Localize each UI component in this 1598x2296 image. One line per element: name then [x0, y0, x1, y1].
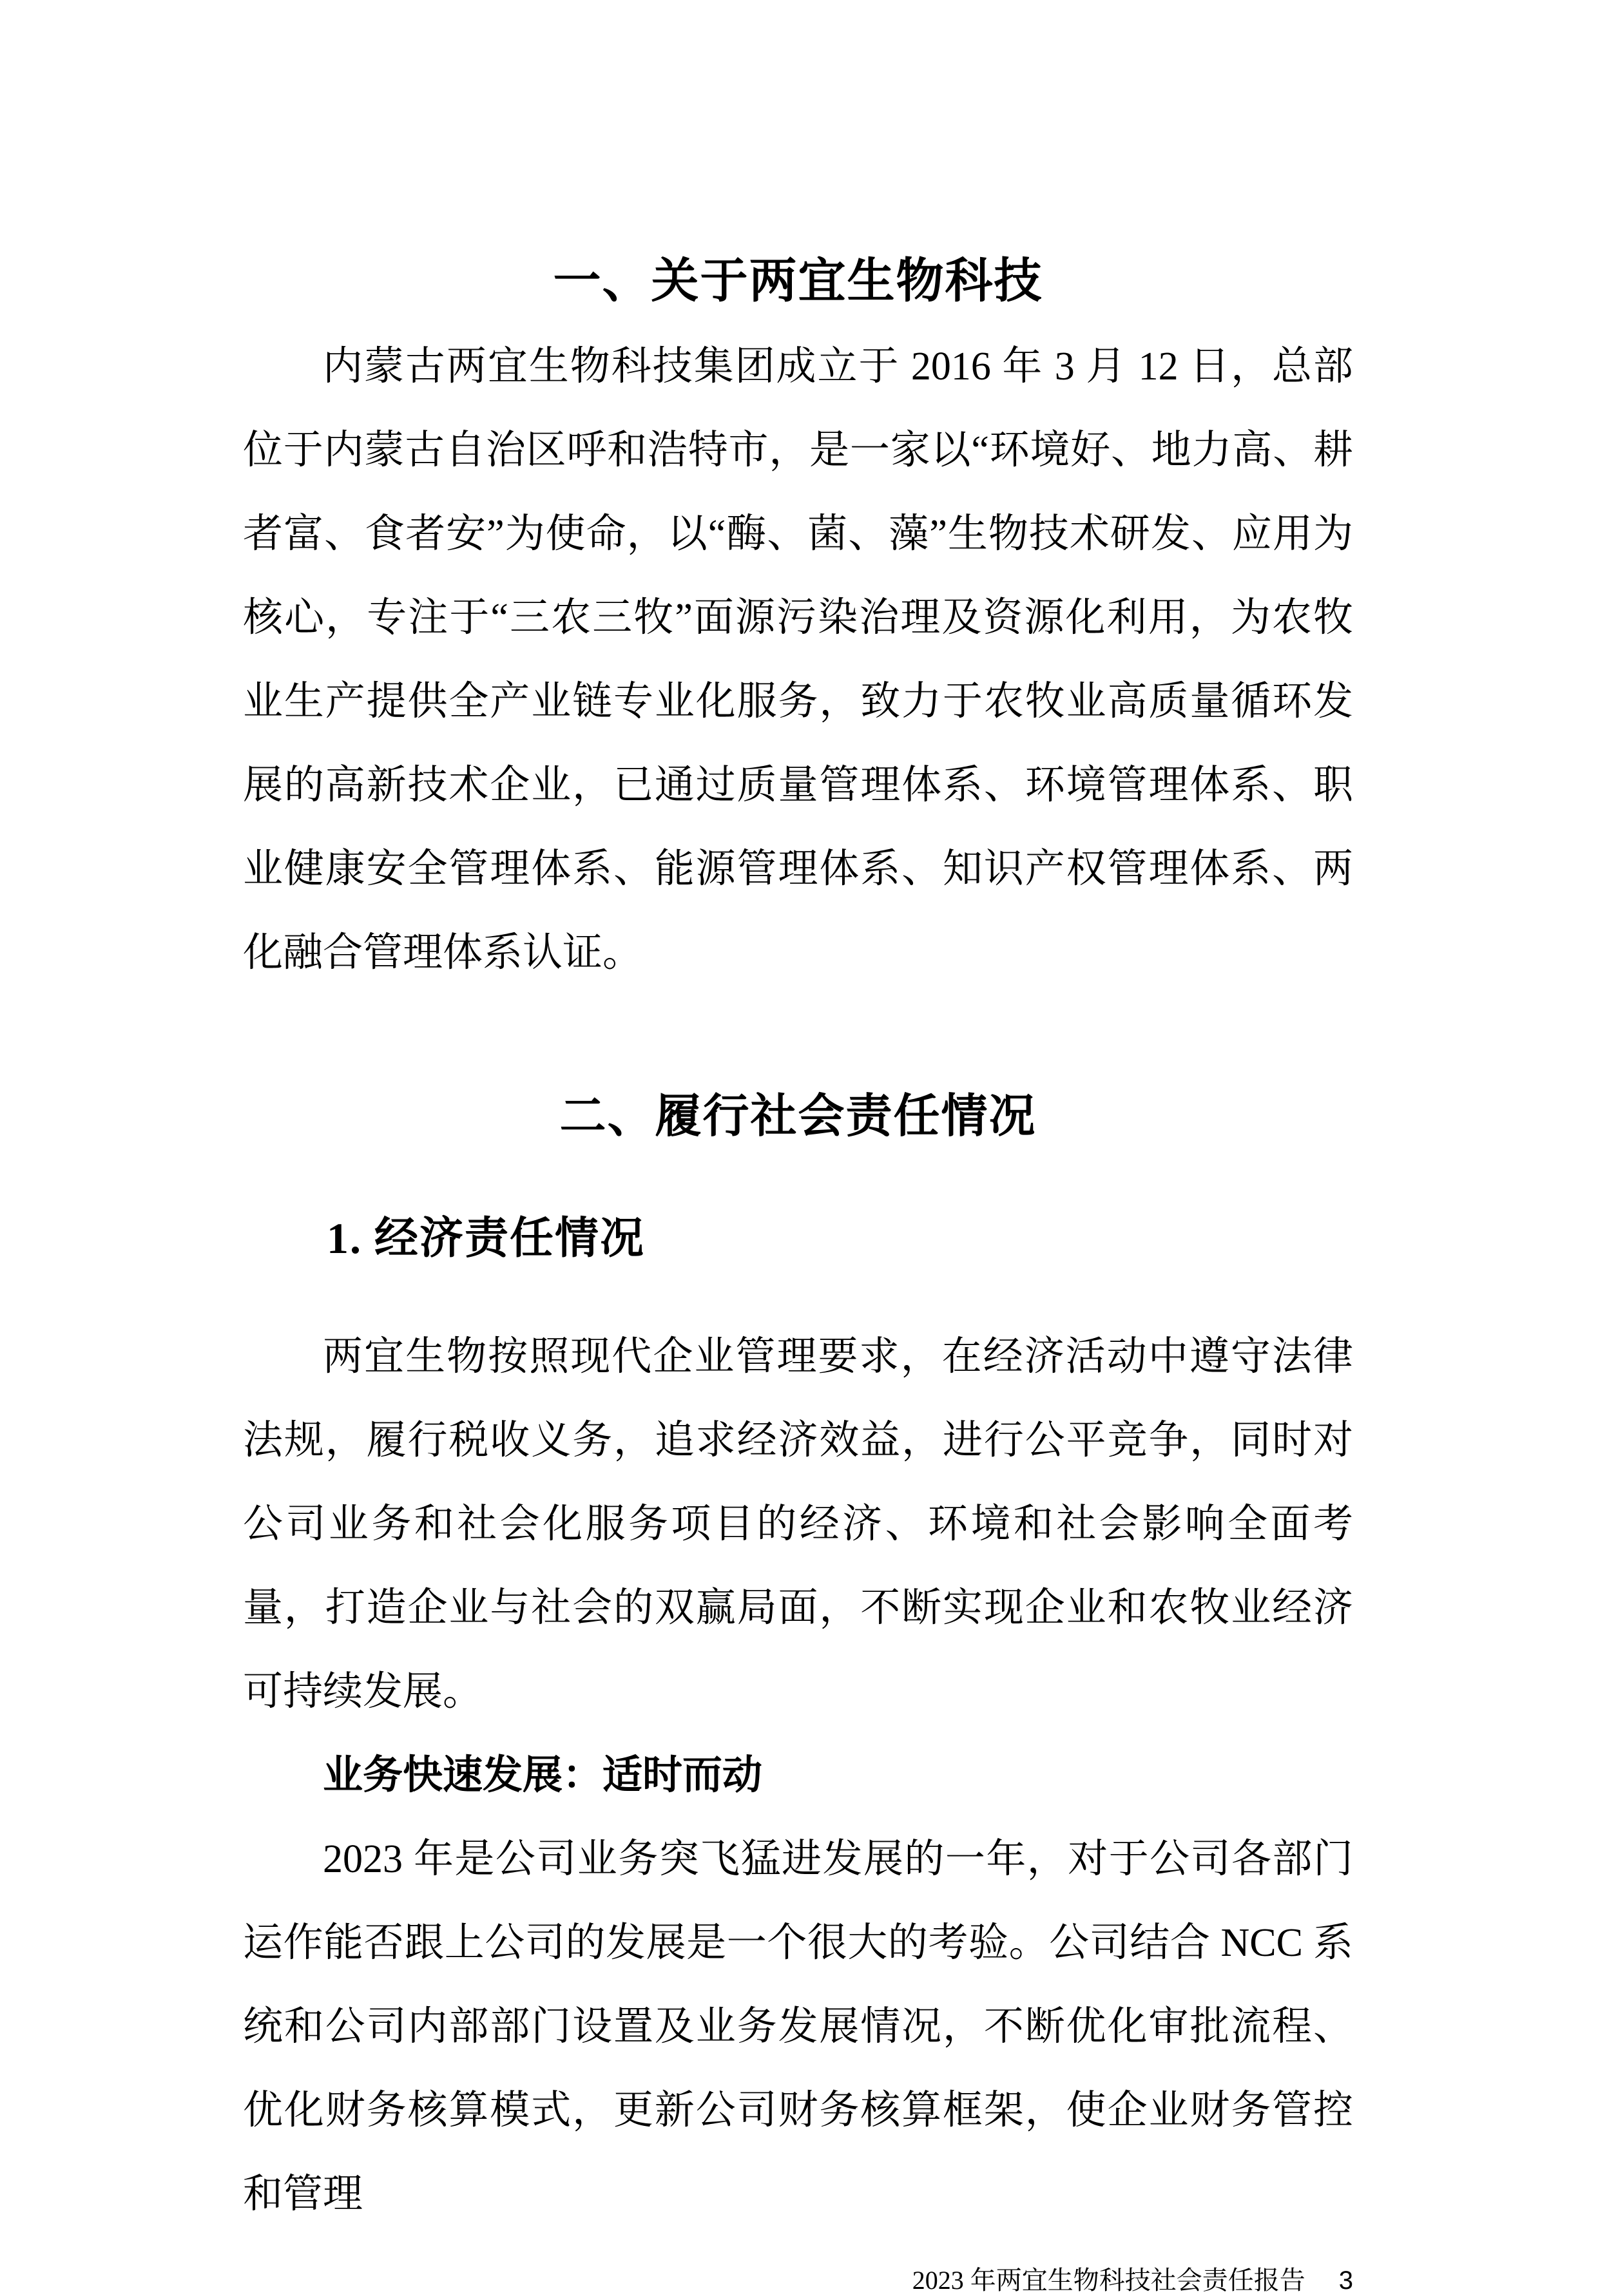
economic-paragraph: 两宜生物按照现代企业管理要求，在经济活动中遵守法律法规，履行税收义务，追求经济效益，进行公平竞争，同时对公司业务和社会化服务项目的经济、环境和社会影响全面考量，打造企业与社会的双赢局面，不断实现企业和农牧业经济可持续发展。	[243, 1335, 1353, 1714]
page-footer	[243, 2265, 1353, 2296]
footer-report-title: 2023 年两宜生物科技社会责任报告	[912, 2266, 1305, 2295]
section1-heading: 一、关于两宜生物科技	[553, 255, 1043, 308]
footer-page-number: 3	[1338, 2266, 1353, 2295]
subsection-economic-heading: 1. 经济责任情况	[327, 1214, 646, 1263]
business-growth-lead: 业务快速发展：适时而动	[323, 1754, 763, 1797]
section1-paragraph: 内蒙古两宜生物科技集团成立于 2016 年 3 月 12 日，总部位于内蒙古自治区呼和浩特市，是一家以“环境好、地力高、耕者富、食者安”为使命，以“酶、菌、藻”生物技术研发、应用为核心，专注于“三农三牧”面源污染治理及资源化利用，为农牧业生产提供全产业链专业化服务，致力于农牧业高质量循环发展的高新技术企业，已通过质量管理体系、环境管理体系、职业健康安全管理体系、能源管理体系、知识产权管理体系、两化融合管理体系认证。	[243, 345, 1353, 975]
section2-heading: 二、履行社会责任情况	[559, 1091, 1037, 1142]
business-growth-paragraph: 2023 年是公司业务突飞猛进发展的一年，对于公司各部门运作能否跟上公司的发展是一个很大的考验。公司结合 NCC 系统和公司内部部门设置及业务发展情况，不断优化审批流程、优化财务核算模式，更新公司财务核算框架，使企业财务管控和管理	[243, 1837, 1353, 2216]
